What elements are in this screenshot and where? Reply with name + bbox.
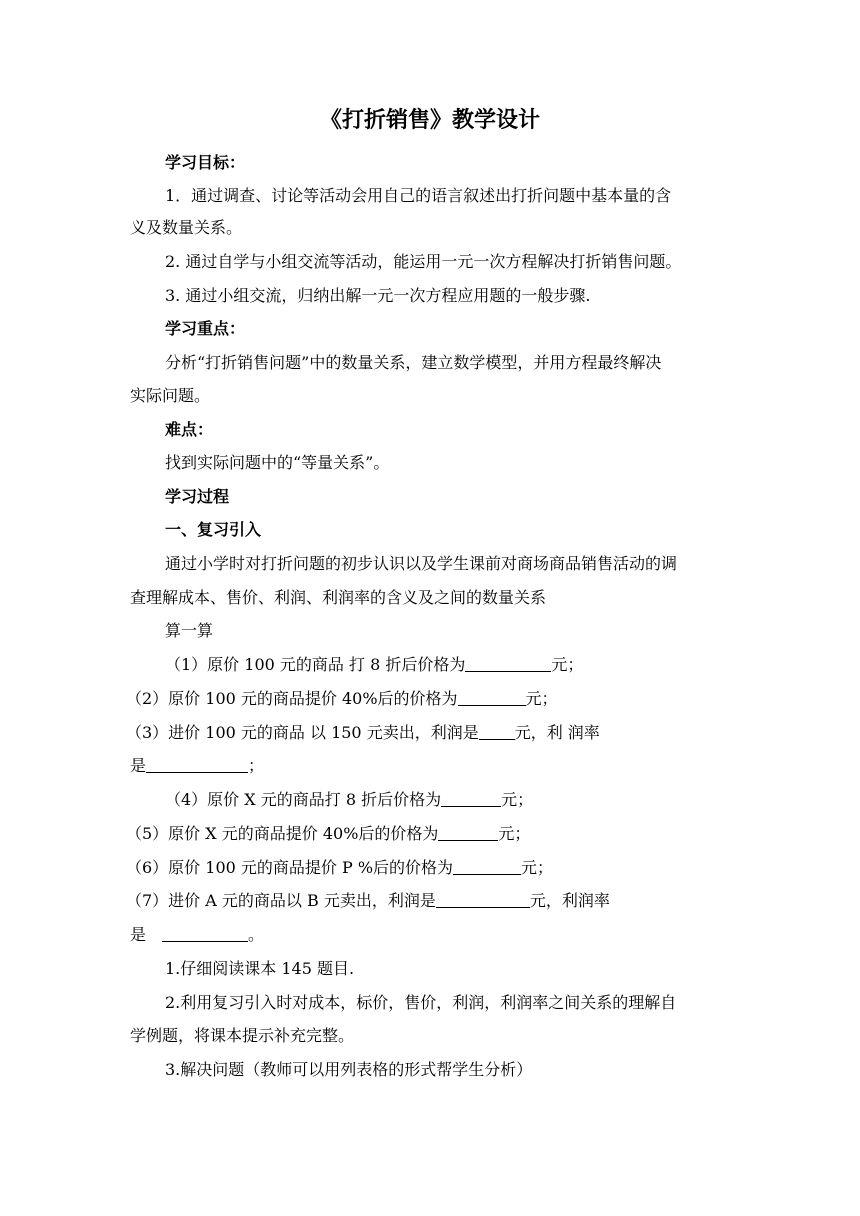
question-7-prefix: 是 [130,925,147,944]
question-7-text: （7）进价 A 元的商品以 B 元卖出，利润是 [126,891,436,910]
objective-1-line-1: 1．通过调查、讨论等活动会用自己的语言叙述出打折问题中基本量的含 [165,186,672,205]
question-6 [126,858,553,878]
difficulty-text: 找到实际问题中的“等量关系”。 [165,453,390,472]
intro-line-2: 查理解成本、售价、利润、利润率的含义及之间的数量关系 [130,588,547,607]
question-1 [165,655,583,675]
key-points-heading: 学习重点： [165,319,246,338]
question-7-mid: 元，利润率 [529,891,610,910]
question-2-text: （2）原价 100 元的商品提价 40%后的价格为 [126,689,458,708]
question-1-text: （1）原价 100 元的商品 打 8 折后价格为 [165,655,466,674]
question-3-end: ； [248,756,265,775]
question-1-blank [465,656,551,672]
key-points-line-1: 分析“打折销售问题”中的数量关系，建立数学模型，并用方程最终解决 [165,353,662,372]
objective-1-line-2: 义及数量关系。 [130,218,243,237]
step-2-line-2: 学例题，将课本提示补充完整。 [130,1026,355,1045]
section-1-heading: 一、复习引入 [165,520,262,539]
question-3 [126,723,600,743]
step-2-line-1: 2.利用复习引入时对成本，标价，售价，利润，利润率之间关系的理解自 [165,993,677,1012]
process-heading: 学习过程 [165,487,230,506]
question-7-end: 。 [248,925,265,944]
question-7-blank-1 [436,892,530,908]
question-4 [165,790,533,810]
question-4-blank [441,791,501,807]
question-5-unit: 元； [498,824,531,843]
question-4-text: （4）原价 X 元的商品打 8 折后价格为 [165,790,442,809]
question-5 [126,824,530,844]
objective-3: 3. 通过小组交流，归纳出解一元一次方程应用题的一般步骤. [165,286,591,305]
question-7-cont [130,925,264,945]
calc-heading: 算一算 [165,621,214,640]
step-1: 1.仔细阅读课本 145 题目. [165,959,355,978]
objectives-heading: 学习目标： [165,153,246,172]
document-title: 《打折销售》教学设计 [319,107,540,133]
question-7-blank-2 [162,926,248,942]
question-3-blank-1 [479,724,515,740]
question-6-unit: 元； [521,858,554,877]
objective-2: 2. 通过自学与小组交流等活动，能运用一元一次方程解决打折销售问题。 [165,252,682,271]
question-3-blank-2 [146,757,248,773]
question-1-unit: 元； [551,655,584,674]
question-3-prefix: 是 [130,756,147,775]
difficulty-heading: 难点： [165,420,214,439]
intro-line-1: 通过小学时对打折问题的初步认识以及学生课前对商场商品销售活动的调 [165,554,678,573]
question-3-text: （3）进价 100 元的商品 以 150 元卖出，利润是 [126,723,479,742]
question-2-unit: 元； [525,689,558,708]
step-3: 3.解决问题（教师可以用列表格的形式帮学生分析） [165,1060,533,1079]
question-2 [126,689,558,709]
question-3-cont [130,756,264,776]
question-3-mid: 元，利 润率 [514,723,600,742]
key-points-line-2: 实际问题。 [130,386,211,405]
question-5-text: （5）原价 X 元的商品提价 40%后的价格为 [126,824,439,843]
question-4-unit: 元； [501,790,534,809]
question-6-text: （6）原价 100 元的商品提价 P %后的价格为 [126,858,454,877]
question-5-blank [438,825,498,841]
question-2-blank [458,690,526,706]
question-6-blank [453,859,521,875]
question-7 [126,891,610,911]
